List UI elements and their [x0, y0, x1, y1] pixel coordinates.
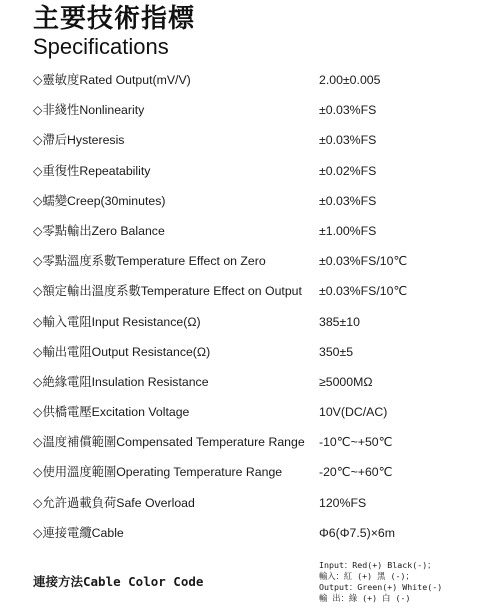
- spec-row-safe-overload: [0, 489, 483, 519]
- input-color-code-en: Input：Red(+) Black(-)；: [319, 560, 436, 570]
- spec-row-compensated-temperature-range: [0, 428, 483, 458]
- spec-name: ◇蠕變Creep(30minutes): [33, 193, 166, 208]
- cable-color-code-heading: 連接方法Cable Color Code: [33, 574, 204, 589]
- spec-name: ◇滯后Hysteresis: [33, 133, 125, 148]
- spec-value: 350±5: [319, 344, 354, 359]
- spec-name: ◇非綫性Nonlinearity: [33, 103, 145, 118]
- spec-name: ◇輸出電阻Output Resistance(Ω): [33, 344, 211, 359]
- output-color-code-en: Output：Green(+) White(-): [319, 582, 443, 592]
- spec-row-output-resistance: [0, 338, 483, 368]
- spec-row-insulation-resistance: [0, 368, 483, 398]
- spec-value: ±0.03%FS: [319, 133, 377, 148]
- spec-value: -20℃~+60℃: [319, 465, 393, 480]
- spec-row-temperature-effect-output: [0, 277, 483, 307]
- spec-row-creep: [0, 187, 483, 217]
- spec-name: ◇允許過載負荷Safe Overload: [33, 495, 195, 510]
- spec-name: ◇額定輸出溫度系數Temperature Effect on Output: [33, 284, 302, 299]
- page-title-chinese: 主要技術指標: [33, 4, 196, 34]
- cable-color-code-details: [319, 560, 479, 604]
- spec-name: ◇溫度補償範圍Compensated Temperature Range: [33, 435, 305, 450]
- spec-name: ◇絶緣電阻Insulation Resistance: [33, 374, 209, 389]
- spec-value: 10V(DC/AC): [319, 405, 388, 420]
- spec-name: ◇零點溫度系數Temperature Effect on Zero: [33, 254, 266, 269]
- spec-row-operating-temperature-range: [0, 458, 483, 488]
- spec-value: Φ6(Φ7.5)×6m: [319, 525, 396, 540]
- spec-row-rated-output: [0, 66, 483, 96]
- spec-row-nonlinearity: [0, 96, 483, 126]
- specifications-list: [0, 66, 483, 549]
- spec-name: ◇零點輸出Zero Balance: [33, 223, 165, 238]
- spec-value: -10℃~+50℃: [319, 435, 393, 450]
- spec-row-hysteresis: [0, 126, 483, 156]
- page-title-english: Specifications: [33, 34, 169, 59]
- spec-value: 385±10: [319, 314, 360, 329]
- spec-value: ±0.03%FS/10℃: [319, 254, 408, 269]
- spec-name: ◇輸入電阻Input Resistance(Ω): [33, 314, 201, 329]
- spec-name: ◇使用溫度範圍Operating Temperature Range: [33, 465, 283, 480]
- spec-value: ±0.03%FS: [319, 193, 377, 208]
- input-color-code-zh: 輸入：紅 (+) 黑 (-)；: [319, 571, 414, 581]
- spec-value: ±0.03%FS: [319, 103, 377, 118]
- spec-name: ◇連接電纜Cable: [33, 525, 124, 540]
- spec-row-temperature-effect-zero: [0, 247, 483, 277]
- spec-value: ≥5000MΩ: [319, 374, 373, 389]
- spec-name: ◇供橋電壓Excitation Voltage: [33, 405, 190, 420]
- spec-name: ◇重復性Repeatability: [33, 163, 151, 178]
- spec-value: 2.00±0.005: [319, 73, 381, 87]
- spec-value: ±0.03%FS/10℃: [319, 284, 408, 299]
- spec-row-repeatability: [0, 157, 483, 187]
- spec-value: ±0.02%FS: [319, 163, 377, 178]
- spec-row-zero-balance: [0, 217, 483, 247]
- spec-value: 120%FS: [319, 495, 367, 510]
- output-color-code-zh: 輸 出：綠 (+) 白 (-): [319, 593, 411, 603]
- spec-value: ±1.00%FS: [319, 223, 377, 238]
- spec-row-excitation-voltage: [0, 398, 483, 428]
- spec-row-input-resistance: [0, 308, 483, 338]
- spec-row-cable: [0, 519, 483, 549]
- spec-name: ◇靈敏度Rated Output(mV/V): [33, 73, 191, 87]
